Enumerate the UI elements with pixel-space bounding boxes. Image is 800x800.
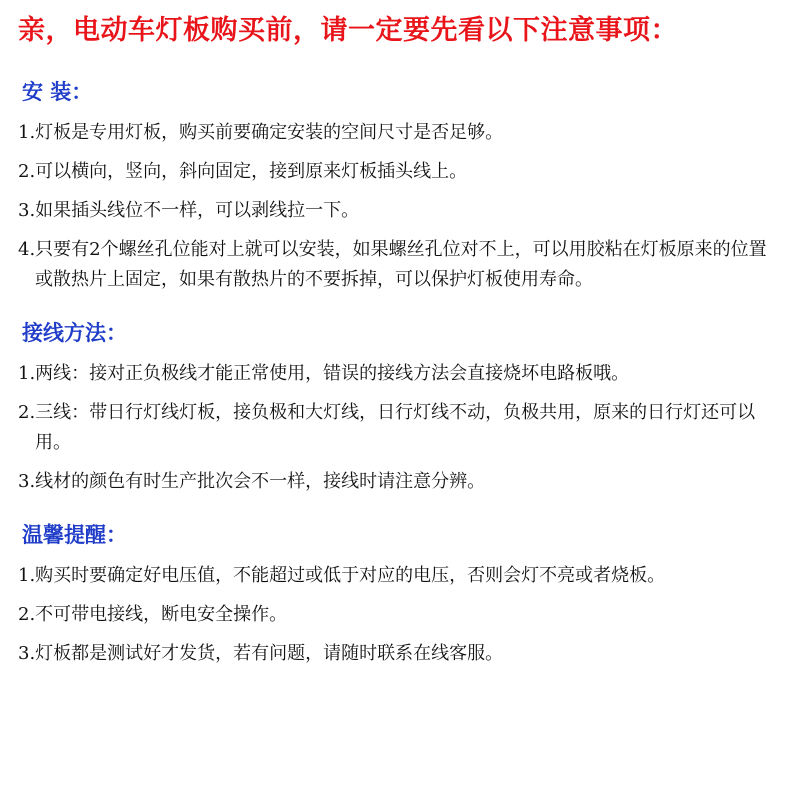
list-item: 2.三线：带日行灯线灯板，接负极和大灯线，日行灯线不动，负极共用，原来的日行灯还可以用。 [18, 402, 756, 453]
list-item: 3.如果插头线位不一样，可以剥线拉一下。 [18, 200, 360, 221]
installation-list [18, 118, 784, 295]
list-item: 1.购买时要确定好电压值，不能超过或低于对应的电压，否则会灯不亮或者烧板。 [18, 565, 666, 586]
list-item: 3.灯板都是测试好才发货，若有问题，请随时联系在线客服。 [18, 643, 504, 664]
section-heading-installation: 安 装： [22, 79, 93, 104]
reminders-list [18, 561, 784, 669]
list-item: 3.线材的颜色有时生产批次会不一样，接线时请注意分辨。 [18, 471, 486, 492]
section-installation [18, 76, 784, 295]
section-heading-reminders: 温馨提醒： [22, 522, 127, 547]
list-item: 2.不可带电接线，断电安全操作。 [18, 604, 288, 625]
list-item: 4.只要有2个螺丝孔位能对上就可以安装，如果螺丝孔位对不上，可以用胶粘在灯板原来的位置或散热片上固定，如果有散热片的不要拆掉，可以保护灯板使用寿命。 [18, 239, 767, 290]
section-reminders [18, 519, 784, 669]
page-title: 亲，电动车灯板购买前，请一定要先看以下注意事项： [18, 15, 678, 46]
section-wiring-method [18, 317, 784, 497]
list-item: 1.灯板是专用灯板，购买前要确定安装的空间尺寸是否足够。 [18, 122, 504, 143]
list-item: 2.可以横向，竖向，斜向固定，接到原来灯板插头线上。 [18, 161, 468, 182]
section-heading-wiring-method: 接线方法： [22, 320, 127, 345]
list-item: 1.两线：接对正负极线才能正常使用，错误的接线方法会直接烧坏电路板哦。 [18, 363, 630, 384]
wiring-method-list [18, 359, 784, 497]
